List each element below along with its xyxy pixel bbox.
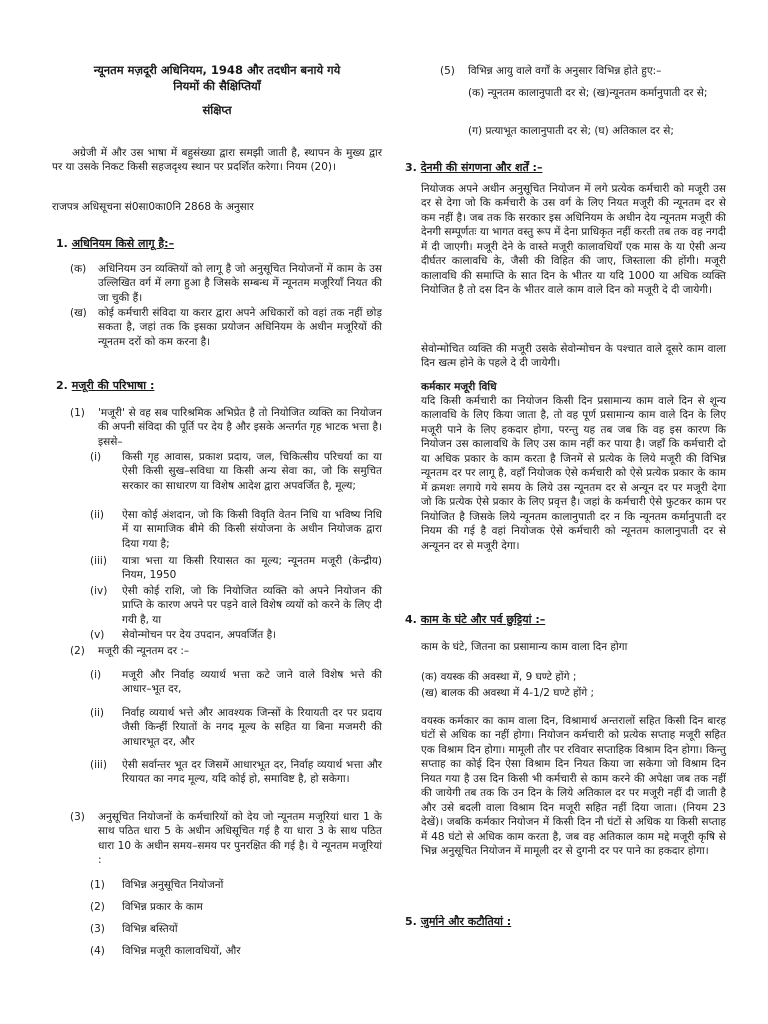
item-text: कोई कर्मचारी संविदा या करार द्वारा अपने अधिकारों को वहां तक नहीं छोड़ सकता है, जहां तक कि इसका प्रयोजन अधिनियम के अधीन मजूरियों की न्यूनतम दरों को कम करना है। [98,307,382,348]
sub-clause-label: (ii) [90,707,105,719]
clause-5 [440,64,728,78]
section-4-number: 4. [405,613,417,626]
clause-text: 'मजूरी' से वह सब पारिश्रमिक अभिप्रेत है तो नियोजित व्यक्ति का नियोजन की अपनी संविदा की पूर्ति पर देय है और इसके अन्तर्गत गृह भाटक भत्ता है। इससे– [98,407,382,448]
clause-text: विभिन्न आयु वाले वर्गों के अनुसार विभिन्न होते हुए:– [468,65,662,77]
sub-clause-label: (iii) [90,555,107,567]
section-5-number: 5. [405,915,417,928]
sub-clause [90,450,382,493]
title-line-1: न्यूनतम मज़दूरी अधिनियम, 1948 और तदधीन बनाये गये [93,63,341,77]
sub-clause [90,706,382,749]
clause-3 [70,810,382,868]
document-title [52,62,382,118]
list-label: (4) [90,945,105,957]
sub-clause [90,668,382,697]
clause-2 [70,644,382,658]
sub-clause [90,508,382,551]
section-4-child: (ख) बालक की अवस्था में 4-1/2 घण्टे होंगे ; [421,687,595,699]
sub-clause-text: ऐसी सर्वान्तर भूत दर जिसमें आधारभूत दर, निर्वाह व्ययार्थ भत्ता और रियायत का नगद मूल्य, यदि कोई हो, समाविष्ट है, हो सकेगा। [122,759,382,786]
section-3-title: देनमी की संगणना और शर्तें :– [420,161,543,174]
sub-clause [90,554,382,583]
sub-clause [90,628,382,642]
section-1-number: 1. [56,237,68,250]
sub-clause-text: निर्वाह व्ययार्थ भत्ते और आवश्यक जिन्सों के रियायती दर पर प्रदाय जैसी किन्हीं रियातों के नगद मूल्य के सहित या बिना मजमरी की आधारभूत दर, और [122,707,382,748]
clause-5-ab: (क) न्यूनतम कालानुपाती दर से; (ख)न्यूनतम कर्मानुपाती दर से; [468,87,708,99]
section-1-title: अधिनियम किसे लागू है:– [71,237,175,250]
section-5-heading [405,914,511,929]
sub-clause-label: (iv) [90,585,108,597]
list-text: विभिन्न अनुसूचित नियोजनों [122,879,224,891]
clause-5-cd: (ग) प्रत्याभूत कालानुपाती दर से; (घ) अतिकाल दर से; [468,125,674,137]
item-label: (क) [70,263,87,275]
sub-clause-text: सेवोन्मोचन पर देय उपदान, अपवर्जित है। [122,629,277,641]
gazette-notification: राजपत्र अधिसूचना सं0सा0का0नि 2868 के अनुसार [52,201,254,213]
clause-label: (5) [440,65,455,77]
sub-clause-label: (v) [90,629,105,641]
sub-clause-text: ऐसी कोई राशि, जो कि नियोजित व्यक्ति को अपने नियोजन की प्राप्ति के कारण अपने पर पड़ने वाले विशेष व्ययों को करने के लिए दी गयी है, या [122,585,382,626]
section-4-title: काम के घंटे और पर्व छुट्टियां :– [420,613,546,626]
sub-clause-label: (i) [90,451,102,463]
section-3-paragraph-2: सेवोन्मोचित व्यक्ति की मजूरी उसके सेवोन्मोचन के पश्चात वाले दूसरे काम वाला दिन खत्म होने के पहले दे दी जायेगी। [421,343,726,370]
list-label: (3) [90,923,105,935]
clause-label: (1) [70,407,85,419]
clause-text: अनुसूचित नियोजनों के कर्मचारियों को देय जो न्यूनतम मजूरियां धारा 1 के साथ पठित धारा 5 के अधीन अधिसूचित गई है या धारा 3 के साथ पठित धारा 10 के अधीन समय–समय पर पुनरक्षित की गई है। ये न्यूनतम मजूरियां : [98,811,382,867]
section-4-heading [405,612,545,627]
list-item [90,900,382,914]
section-2-heading [56,378,154,393]
clause-1 [70,406,382,449]
section-5-title: जुर्माने और कटौतियां : [420,915,512,928]
clause-label: (2) [70,645,85,657]
clause-label: (3) [70,811,85,823]
section-1-item [70,262,382,305]
sub-clause-label: (i) [90,669,102,681]
sub-clause-label: (ii) [90,509,105,521]
section-1-heading [56,236,174,251]
list-label: (1) [90,879,105,891]
sub-clause-text: किसी गृह आवास, प्रकाश प्रदाय, जल, चिकित्सीय परिचर्या का या ऐसी किसी सुख–सविधा या किसी अन्य सेवा का, जो कि समुचित सरकार का साधारण या विशेष आदेश द्वारा अपवर्जित है, मूल्य; [122,451,382,492]
section-4-adult: (क) वयस्क की अवस्था में, 9 घण्टे होंगे ; [421,671,577,683]
item-text: अधिनियम उन व्यक्तियों को लागू है जो अनुसूचित नियोजनों में काम के उस उल्लिखित वर्ग में लगा हुआ है जिसके सम्बन्ध में न्यूनतम मजूरियाँ नियत की जा चुकी हैं। [98,263,382,304]
clause-text: मजूरी की न्यूनतम दर :– [98,645,190,657]
item-label: (ख) [70,307,87,319]
sub-clause-text: यात्रा भत्ता या किसी रियासत का मूल्य; न्यूनतम मजूरी (केन्द्रीय) नियम, 1950 [122,555,382,582]
section-2-title: मजूरी की परिभाषा : [71,379,155,392]
section-2-number: 2. [56,379,68,392]
list-text: विभिन्न बस्तियों [122,923,178,935]
title-subheading: संक्षिप्त [202,103,232,118]
karmkar-heading: कर्मकार मजूरी विधि [421,381,497,393]
section-4-intro: काम के घंटे, जितना का प्रसामान्य काम वाला दिन होगा [421,641,628,653]
sub-clause-label: (iii) [90,759,107,771]
section-3-number: 3. [405,161,417,174]
section-1-item [70,306,382,349]
section-3-paragraph: नियोजक अपने अधीन अनुसूचित नियोजन में लगे प्रत्येक कर्मचारी को मजूरी उस दर से देगा जो कि कर्मचारी के उस वर्ग के लिए नियत मजूरी की न्यूनतम दर से कम नहीं है। जब तक कि सरकार इस अधिनियम के अधीन देय न्यूनतम मजूरी की देनगी सम्पूर्णतः या भागत वस्तु रूप में देना प्राधिकृत नहीं करती तब तक वह नगदी में दी जाएगी। मजूरी देने के वास्ते मजूरी कालावधियाँ एक मास के या ऐसी अन्य दीर्घतर कालावधि के, जैसी की विहित की जाए, जिस्ताला की होंगी। मजूरी कालावधि की समाप्ति के सात दिन के भीतर या यदि 1000 या अधिक व्यक्ति नियोजित है तो दस दिन के भीतर वाले काम वाले दिन को मजूरी दे दी जायेगी। [421,183,726,297]
list-item [90,878,382,892]
karmkar-paragraph: यदि किसी कर्मचारी का नियोजन किसी दिन प्रसामान्य काम वाले दिन से शून्य कालावधि के लिए किया जाता है, तो वह पूर्ण प्रसामान्य काम वाले दिन के लिए मजूरी पाने के लिए हकदार होगा, परन्तु यह तब जब कि वह इस कारण कि नियोजन उस कालावधि के लिए उस काम नहीं कर पाया है। जहाँ कि कर्मचारी दो या अधिक प्रकार के काम करता है जिनमें से प्रत्येक के लिये मजूरी की विभिन्न न्यूनतम दर पर लागू है, वहाँ नियोजक ऐसे कर्मचारी को ऐसे प्रत्येक प्रकार के काम में क्रमशः लगाये गये समय के लिये उस न्यूनतम दर से अन्यून दर पर मजूरी देगा जो कि प्रत्येक ऐसे प्रकार के लिए प्रवृत्त है। जहां के कर्मचारी ऐसे फुटकर काम पर नियोजित है जिसके लिये न्यूनतम कालानुपाती दर न कि न्यूनतम कर्मानुपाती दर नियम की गई है वहां नियोजक ऐसे कर्मचारी को न्यूनतम कालानुपाती दर से अन्यूनन दर से मजूरी देगा। [421,395,726,552]
list-text: विभिन्न प्रकार के काम [122,901,203,913]
list-label: (2) [90,901,105,913]
list-text: विभिन्न मजूरी कालावधियों, और [122,945,241,957]
intro-paragraph: अग्रेजी में और उस भाषा में बहुसंख्या द्वारा समझी जाती है, स्थापन के मुख्य द्वार पर या उसके निकट किसी सहजदृश्य स्थान पर प्रदर्शित करेगा। नियम (20)। [52,147,382,174]
sub-clause [90,584,382,627]
sub-clause-text: मजूरी और निर्वाह व्ययार्थ भत्ता कटे जाने वाले विशेष भत्ते की आधार–भूत दर, [122,669,382,696]
sub-clause [90,758,382,787]
sub-clause-text: ऐसा कोई अंशदान, जो कि किसी विवृति वेतन निधि या भविष्य निधि में या सामाजिक बीमे की किसी संयोजना के अधीन नियोजक द्वारा दिया गया है; [122,509,382,550]
list-item [90,922,382,936]
section-3-heading [405,160,542,175]
list-item [90,944,382,958]
title-line-2: नियमों की सैक्षिप्तियाँ [173,79,261,94]
section-4-paragraph: वयस्क कर्मकार का काम वाला दिन, विश्रामार्थ अन्तरालों सहित किसी दिन बारह घंटों से अधिक का नहीं होगा। नियोजन कर्मचारी को प्रत्येक सप्ताह मजूरी सहित एक विश्राम दिन होगा। मामूली तौर पर रविवार सप्ताहिक विश्राम दिन होगा। किन्तु सप्ताह का कोई दिन ऐसा विश्राम दिन नियत किया जा सकेगा जो विश्राम दिन नियत गया है उस दिन किसी भी कर्मचारी से काम करने की अपेक्षा जब तक नहीं की जायेगी तब तक कि उन दिन के लिये अतिकाल दर पर मजूरी नहीं दी जाती है और उसे बदली वाला विश्राम दिन मजूरी सहित नहीं दिया जाता। (नियम 23 देखें)। जबकि कर्मकार नियोजन में किसी दिन नौ घंटों से अधिक या किसी सप्ताह में 48 घंटो से अधिक काम करता है, जब वह अतिकाल काम मद्दे मजूरी कृषि से भिन्न अनुसूचित नियोजन में मामूली दर से दुगनी दर पर पाने का हकदार होगा। [421,715,726,858]
